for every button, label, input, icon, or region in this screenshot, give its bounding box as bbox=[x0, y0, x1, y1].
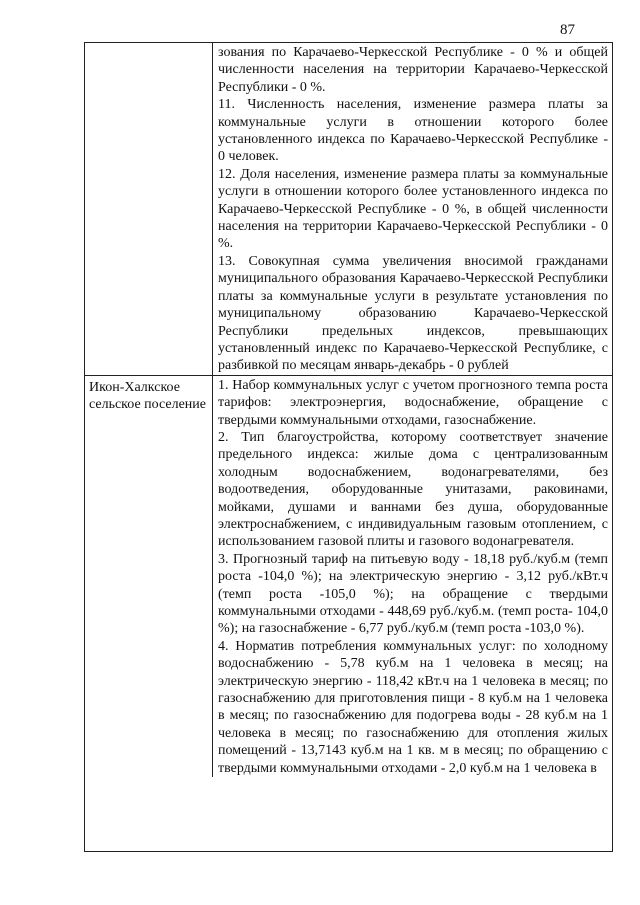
paragraph: зования по Карачаево-Черкесской Республике - 0 % и общей численности населения на территории Карачаево-Черкесской Республики - 0 %. bbox=[218, 45, 608, 95]
paragraph: 1. Набор коммунальных услуг с учетом прогнозного темпа роста тарифов: электроэнергия, водоснабжение, обращение с твердыми коммунальными отходами, газоснабжение. bbox=[218, 377, 608, 428]
paragraph: 4. Норматив потребления коммунальных услуг: по холодному водоснабжению - 5,78 куб.м на 1 человека в месяц; на электрическую энергию - 118,42 кВт.ч на 1 человека в месяц; по газоснабжению для приготовления пищи - 8 куб.м на 1 человека в месяц; по газоснабжению для подогрева воды - 28 куб.м на 1 человека в месяц; по газоснабжению для отопления жилых помещений - 13,7143 куб.м на 1 кв. м в месяц; по обращению с твердыми коммунальными отходами - 2,0 куб.м на 1 человека в bbox=[218, 638, 608, 776]
paragraph: 2. Тип благоустройства, которому соответствует значение предельного индекса: жилые дома с централизованным холодным водоснабжением, водонагревателями, без водоотведения, оборудованные унитазами, раковинами, мойками, душами и ваннами без душа, оборудованные электроснабжением, с индивидуальным газовым отоплением, с использованием газовой плиты и газового водонагревателя. bbox=[218, 429, 608, 550]
municipality-cell: Икон-Халкское сельское поселение bbox=[85, 376, 213, 777]
paragraph: 13. Совокупная сумма увеличения вносимой гражданами муниципального образования Карачаево-Черкесской Республики платы за коммунальные услуги в результате установления по муниципальному образованию Карачаево-Черкесской Республики предельных индексов, превышающих установленный индекс по Карачаево-Черкесской Республике, с разбивкой по месяцам январь-декабрь - 0 рублей bbox=[218, 253, 608, 374]
table-row bbox=[85, 375, 612, 777]
paragraph: 11. Численность населения, изменение размера платы за коммунальные услуги в отношении которого более установленного индекса по Карачаево-Черкесской Республике - 0 человек. bbox=[218, 97, 608, 165]
paragraph: 12. Доля населения, изменение размера платы за коммунальные услуги в отношении которого более установленного индекса по Карачаево-Черкесской Республике - 0 %, в общей численности населения на территории Карачаево-Черкесской Республики - 0 %. bbox=[218, 166, 608, 252]
municipality-cell bbox=[85, 43, 213, 375]
paragraph: 3. Прогнозный тариф на питьевую воду - 18,18 руб./куб.м (темп роста -104,0 %); на электрическую энергию - 3,12 руб./кВт.ч (темп роста -105,0 %); на обращение с твердыми коммунальными отходами - 448,69 руб./куб.м. (темп роста- 104,0 %); на газоснабжение - 6,77 руб./куб.м (темп роста -103,0 %). bbox=[218, 551, 608, 637]
table-row bbox=[85, 43, 612, 375]
page-number: 87 bbox=[560, 22, 575, 38]
description-cell bbox=[213, 43, 612, 375]
description-cell bbox=[213, 376, 612, 777]
indicators-table bbox=[84, 42, 613, 852]
